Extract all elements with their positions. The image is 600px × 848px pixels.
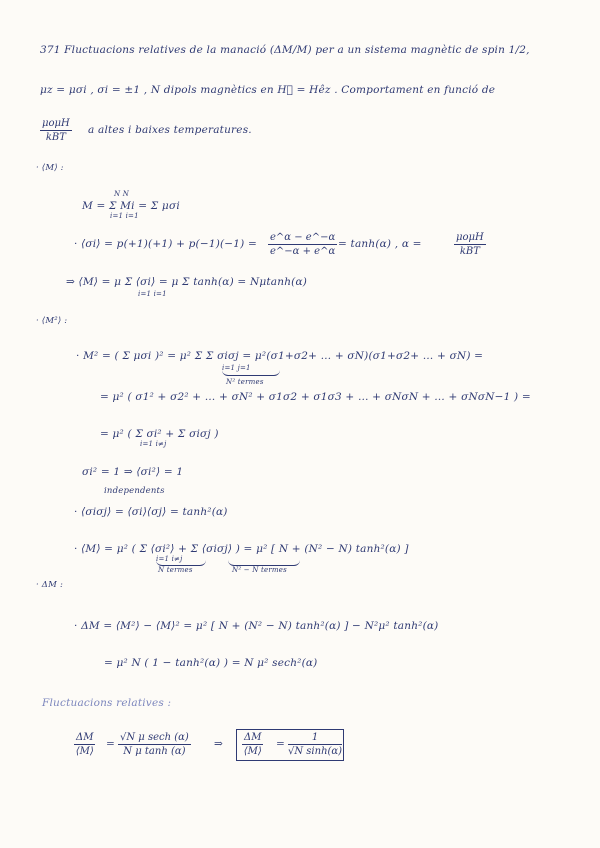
- s1-eq1: M = Σ Mi = Σ μσi: [82, 200, 180, 212]
- s1-eq2-den: e^−α + e^α: [270, 246, 336, 257]
- s4-lhs-num: ΔM: [76, 732, 94, 743]
- s4-lhs-fraction: [74, 732, 95, 757]
- s4-arrow: ⇒: [214, 738, 223, 750]
- s1-eq1-sup: N N: [114, 190, 130, 198]
- s4-equals-2: =: [276, 738, 285, 750]
- s1-alpha-den: kBT: [459, 246, 480, 257]
- s2-eq4: σi² = 1 ⇒ ⟨σi²⟩ = 1: [82, 466, 184, 478]
- s2-eq5: · ⟨σiσj⟩ = ⟨σi⟩⟨σj⟩ = tanh²(α): [74, 506, 228, 518]
- problem-fraction: [40, 118, 72, 143]
- s4-res-den: ⟨M⟩: [243, 746, 262, 757]
- s1-eq2-fraction: [268, 232, 337, 257]
- s2-eq1-brace: [222, 370, 280, 376]
- s4-res2-num: 1: [288, 732, 342, 745]
- s2-eq1-brace-label: N² termes: [226, 378, 264, 386]
- s4-mid-num: √N μ sech (α): [120, 732, 189, 743]
- s1-eq3-sub: i=1 i=1: [138, 290, 167, 298]
- s2-eq1: · M² = ( Σ μσi )² = μ² Σ Σ σiσj = μ²(σ1+σ2+ … + σN)(σ1+σ2+ … + σN) =: [76, 350, 484, 362]
- s4-res2-fraction: [288, 732, 342, 757]
- section-heading-mean-m: · ⟨M⟩ :: [36, 163, 64, 173]
- s1-eq2-num: e^α − e^−α: [270, 232, 336, 243]
- s1-eq2-tail: = tanh(α) , α =: [338, 238, 422, 250]
- section-heading-delta-m: · ΔM :: [36, 580, 64, 590]
- s4-res2-den: √N sinh(α): [288, 746, 343, 757]
- s2-eq3-sub: i=1 i≠j: [140, 440, 167, 448]
- s2-eq2: = μ² ( σ1² + σ2² + … + σN² + σ1σ2 + σ1σ3 + … + σNσN + … + σNσN−1 ) =: [100, 391, 531, 403]
- problem-fraction-den: kBT: [45, 132, 66, 143]
- s2-independents: independents: [104, 486, 165, 496]
- s3-eq2: = μ² N ( 1 − tanh²(α) ) = N μ² sech²(α): [104, 657, 318, 669]
- s2-eq3: = μ² ( Σ σi² + Σ σiσj ): [100, 428, 219, 440]
- s4-res-num: ΔM: [244, 732, 262, 743]
- s2-eq1-sub: i=1 j=1: [222, 364, 251, 372]
- s4-mid-fraction: [118, 732, 191, 757]
- problem-line-1: 371 Fluctuacions relatives de la manació (ΔM/M) per a un sistema magnètic de spin 1/2,: [40, 44, 530, 56]
- section-heading-mean-m2: · ⟨M²⟩ :: [36, 316, 68, 326]
- s1-eq3: ⇒ ⟨M⟩ = μ Σ ⟨σi⟩ = μ Σ tanh(α) = Nμtanh(α): [66, 276, 308, 288]
- problem-line-3: a altes i baixes temperatures.: [88, 124, 252, 136]
- s2-eq6-sub: i=1 i≠j: [156, 555, 183, 563]
- s2-eq6: · ⟨M⟩ = μ² ( Σ ⟨σi²⟩ + Σ ⟨σiσj⟩ ) = μ² [ N + (N² − N) tanh²(α) ]: [74, 543, 409, 555]
- s4-mid-den: N μ tanh (α): [123, 746, 186, 757]
- problem-fraction-num: μoμH: [42, 118, 70, 129]
- section-heading-relative: Fluctuacions relatives :: [42, 697, 172, 709]
- problem-line-2: μz = μσi , σi = ±1 , N dipols magnètics en H⃗ = Hêz . Comportament en funció de: [40, 84, 496, 96]
- s4-res-fraction: [242, 732, 263, 757]
- s2-brace-a-label: N termes: [158, 566, 193, 574]
- s3-eq1: · ΔM = ⟨M²⟩ − ⟨M⟩² = μ² [ N + (N² − N) tanh²(α) ] − N²μ² tanh²(α): [74, 620, 439, 632]
- s1-alpha-num: μoμH: [456, 232, 484, 243]
- s4-equals-1: =: [106, 738, 115, 750]
- s2-brace-b-label: N² − N termes: [232, 566, 287, 574]
- s4-lhs-den: ⟨M⟩: [75, 746, 94, 757]
- s1-alpha-fraction: [454, 232, 486, 257]
- s1-eq2: · ⟨σi⟩ = p(+1)(+1) + p(−1)(−1) =: [74, 238, 258, 250]
- s1-eq1-sub: i=1 i=1: [110, 212, 139, 220]
